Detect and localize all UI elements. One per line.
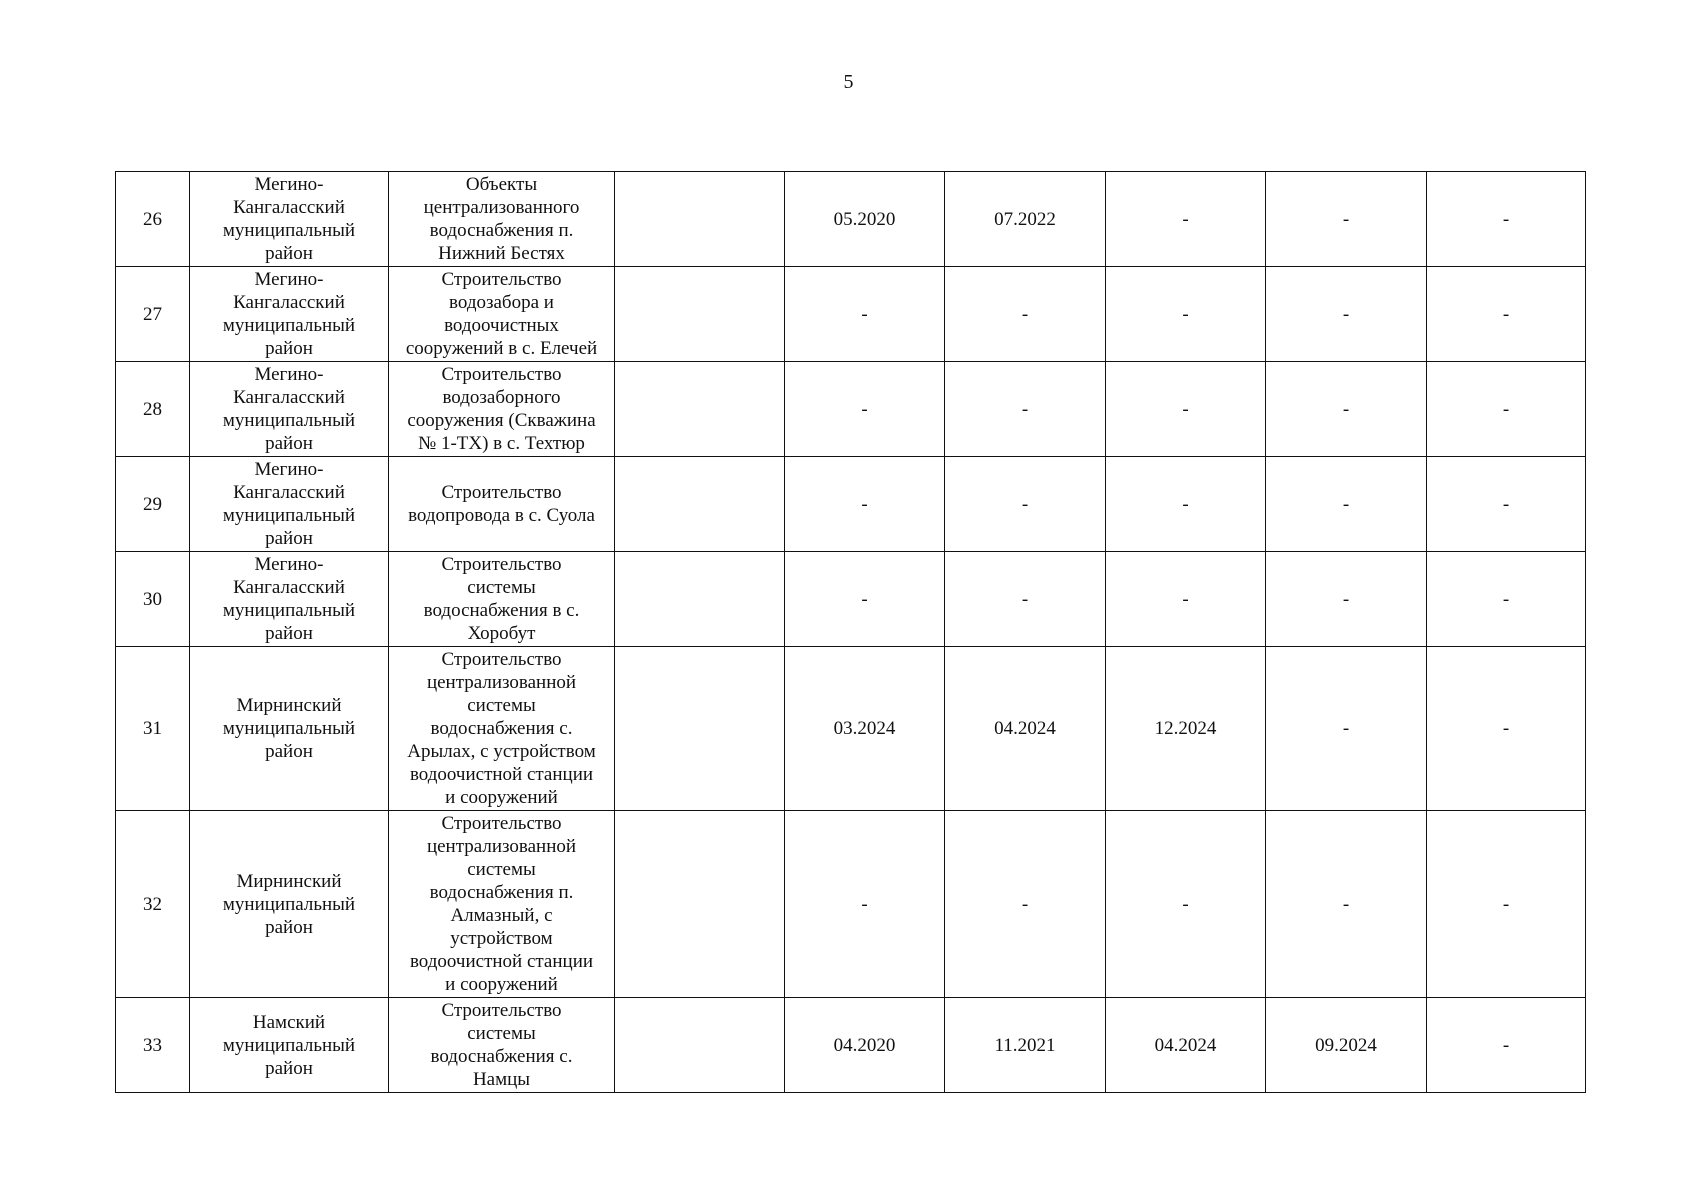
date-cell-5: - [1427,457,1586,552]
date-cell-2: - [945,362,1106,457]
district-cell [190,267,389,362]
district-line: Кангаласский [233,387,345,408]
district-cell [190,457,389,552]
district-cell [190,998,389,1093]
district-line: муниципальный [222,718,356,739]
date-cell-4: - [1266,267,1427,362]
date-cell-3: - [1106,362,1266,457]
object-line: системы [467,1023,536,1044]
object-cell [389,811,615,998]
district-line: район [265,528,313,549]
date-cell-4: - [1266,362,1427,457]
date-cell-5: - [1427,811,1586,998]
object-line: Строительство [441,1000,562,1021]
table-row [116,552,1586,647]
table-row [116,362,1586,457]
object-line: Строительство [441,813,562,834]
date-cell-5: - [1427,998,1586,1093]
row-number-cell: 33 [116,998,190,1093]
object-line: и сооружений [445,974,558,995]
district-line: муниципальный [222,1034,356,1056]
object-line: системы [467,695,536,716]
date-cell-4: - [1266,552,1427,647]
row-number-cell: 30 [116,552,190,647]
date-cell-1: 05.2020 [785,172,945,267]
object-line: водоснабжения в с. [423,600,580,621]
district-line: Мегино- [254,269,324,290]
date-cell-3: - [1106,552,1266,647]
row-number-cell: 28 [116,362,190,457]
object-line: централизованного [423,197,580,218]
date-cell-3: - [1106,811,1266,998]
district-line: Мегино- [254,364,324,385]
date-cell-5: - [1427,172,1586,267]
date-cell-4: - [1266,811,1427,998]
date-cell-5: - [1427,362,1586,457]
object-line: водоснабжения п. [429,220,574,241]
note-cell [615,552,785,647]
object-line: водопровода в с. Суола [408,505,595,526]
date-cell-3: 04.2024 [1106,998,1266,1093]
object-line: водоочистных [444,315,559,336]
object-line: устройством [450,928,553,949]
object-cell [389,362,615,457]
district-line: муниципальный [222,893,356,915]
district-line: район [265,741,313,762]
district-line: муниципальный [222,505,356,526]
object-line: Строительство [441,649,562,670]
table-row [116,647,1586,811]
table-row [116,811,1586,998]
district-line: Мегино- [254,174,324,195]
object-line: сооружений в с. Елечей [405,338,598,359]
district-line: Мегино- [254,459,324,480]
date-cell-2: - [945,811,1106,998]
district-line: муниципальный [222,600,356,621]
object-line: Объекты [465,174,538,195]
district-line: район [265,1057,313,1079]
date-cell-2: 04.2024 [945,647,1106,811]
row-number-cell: 29 [116,457,190,552]
date-cell-5: - [1427,267,1586,362]
object-line: Строительство [441,364,562,385]
district-line: район [265,916,313,938]
date-cell-3: - [1106,457,1266,552]
note-cell [615,362,785,457]
district-cell [190,647,389,811]
date-cell-5: - [1427,552,1586,647]
works-schedule-table [115,171,1586,1093]
district-line: Намский [252,1011,326,1033]
object-line: водозабора и [449,292,554,313]
object-cell [389,552,615,647]
note-cell [615,998,785,1093]
object-line: Арылах, с устройством [407,741,596,762]
date-cell-2: - [945,267,1106,362]
note-cell [615,172,785,267]
object-line: № 1-ТХ) в с. Техтюр [418,433,585,454]
district-line: Кангаласский [233,197,345,218]
date-cell-4: - [1266,647,1427,811]
row-number-cell: 31 [116,647,190,811]
table-body [116,172,1586,1093]
date-cell-4: - [1266,172,1427,267]
object-line: водоснабжения п. [429,882,574,903]
date-cell-4: 09.2024 [1266,998,1427,1093]
date-cell-2: - [945,552,1106,647]
object-line: централизованной [426,672,577,693]
district-line: район [265,338,313,359]
object-line: сооружения (Скважина [407,410,596,431]
district-line: район [265,623,313,644]
date-cell-1: - [785,457,945,552]
object-line: водозаборного [442,387,561,408]
object-line: Строительство [441,269,562,290]
date-cell-1: - [785,267,945,362]
table-row [116,172,1586,267]
district-cell [190,172,389,267]
district-cell [190,362,389,457]
date-cell-1: 04.2020 [785,998,945,1093]
object-line: Строительство [441,482,562,503]
object-line: централизованной [426,836,577,857]
district-line: Кангаласский [233,482,345,503]
date-cell-1: 03.2024 [785,647,945,811]
district-line: Мирнинский [236,695,342,716]
page-number: 5 [843,71,854,93]
district-line: Кангаласский [233,292,345,313]
district-line: район [265,433,313,454]
object-line: Намцы [472,1069,531,1090]
date-cell-3: - [1106,267,1266,362]
date-cell-1: - [785,811,945,998]
date-cell-2: - [945,457,1106,552]
district-line: Мирнинский [236,870,342,892]
note-cell [615,811,785,998]
note-cell [615,647,785,811]
object-line: системы [467,859,536,880]
row-number-cell: 32 [116,811,190,998]
table-row [116,998,1586,1093]
object-line: водоснабжения с. [430,718,573,739]
row-number-cell: 27 [116,267,190,362]
date-cell-2: 11.2021 [945,998,1106,1093]
date-cell-4: - [1266,457,1427,552]
district-line: Мегино- [254,554,324,575]
object-line: водоочистной станции [409,764,594,785]
date-cell-3: 12.2024 [1106,647,1266,811]
object-cell [389,998,615,1093]
object-line: Строительство [441,554,562,575]
object-cell [389,457,615,552]
object-line: водоснабжения с. [430,1046,573,1067]
object-cell [389,172,615,267]
date-cell-2: 07.2022 [945,172,1106,267]
object-cell [389,267,615,362]
note-cell [615,457,785,552]
object-cell [389,647,615,811]
date-cell-5: - [1427,647,1586,811]
table-row [116,267,1586,362]
district-line: район [265,243,313,264]
object-line: системы [467,577,536,598]
district-line: муниципальный [222,315,356,336]
object-line: Нижний Бестях [438,243,565,264]
table-row [116,457,1586,552]
district-line: Кангаласский [233,577,345,598]
date-cell-1: - [785,362,945,457]
object-line: Хоробут [467,623,536,644]
district-line: муниципальный [222,410,356,431]
district-cell [190,552,389,647]
object-line: Алмазный, с [450,905,553,926]
district-cell [190,811,389,998]
district-line: муниципальный [222,220,356,241]
note-cell [615,267,785,362]
object-line: водоочистной станции [409,951,594,972]
date-cell-3: - [1106,172,1266,267]
object-line: и сооружений [445,787,558,808]
row-number-cell: 26 [116,172,190,267]
date-cell-1: - [785,552,945,647]
